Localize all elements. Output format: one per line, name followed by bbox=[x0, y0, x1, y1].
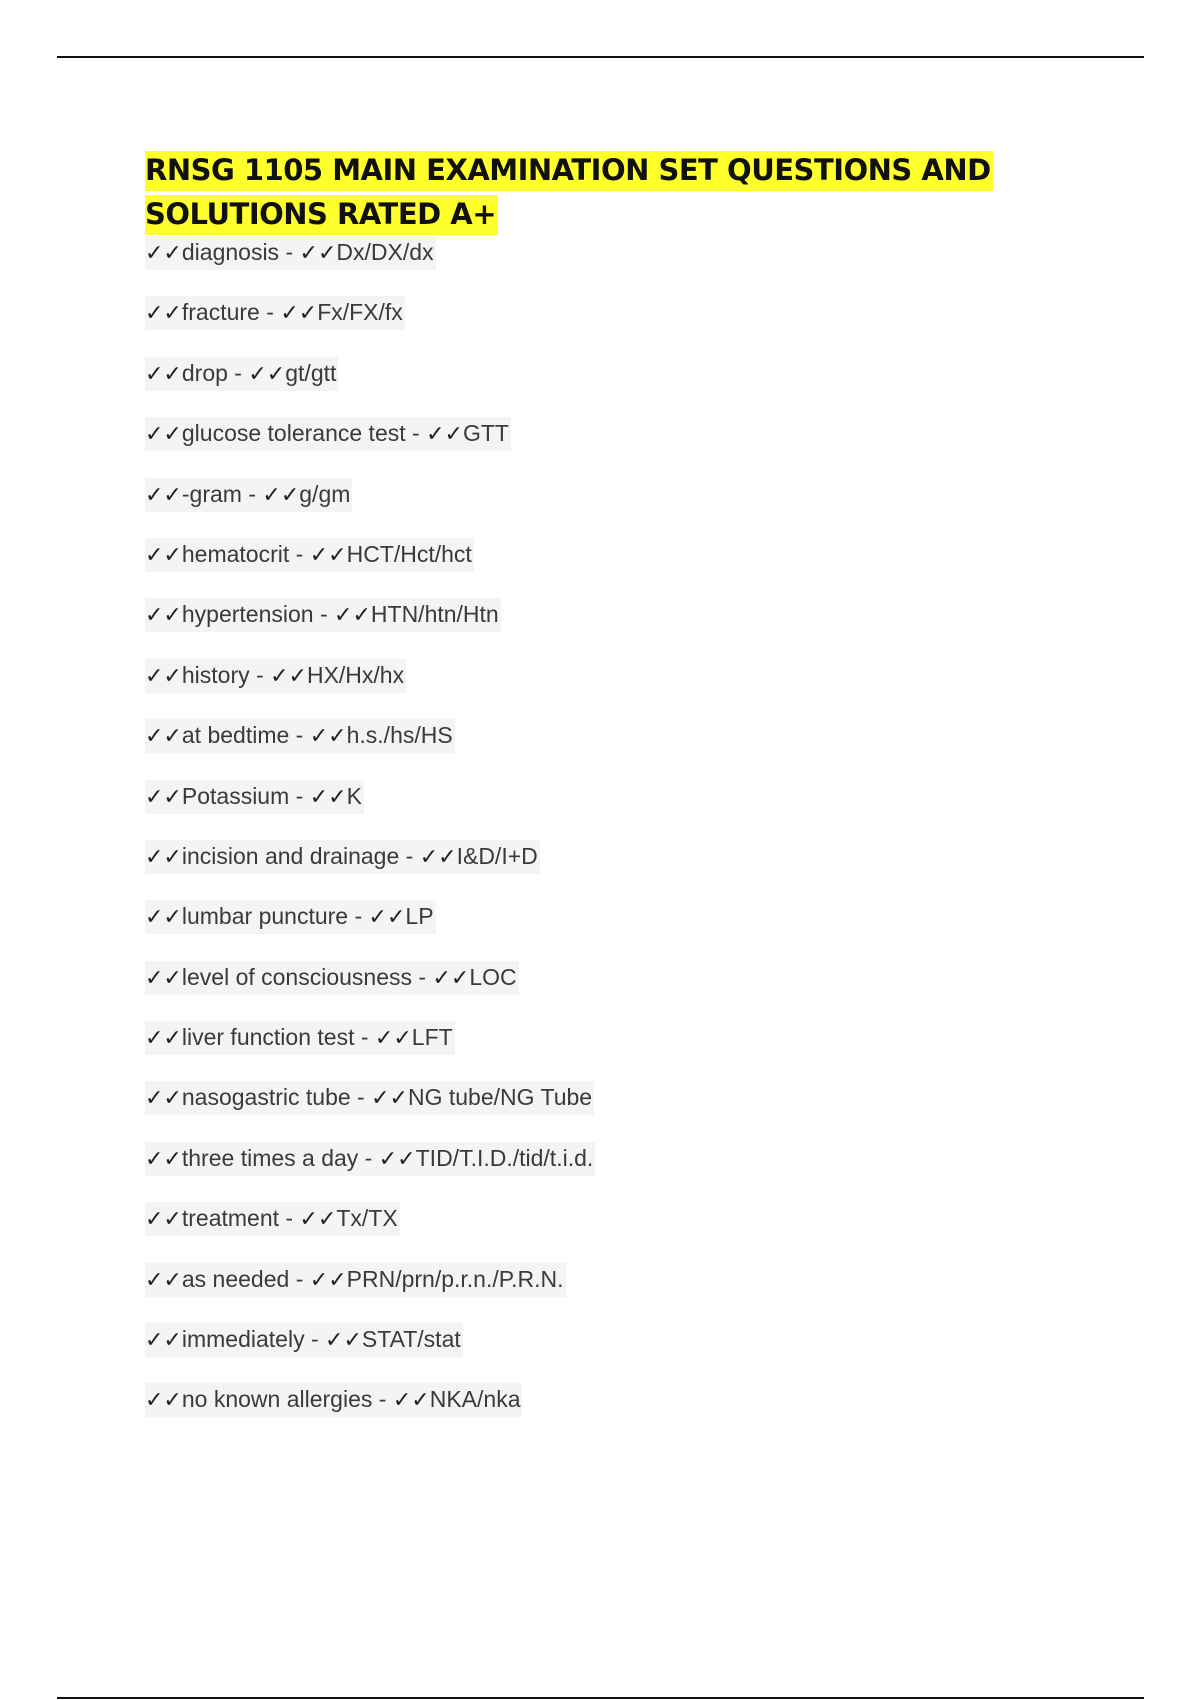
check-mark-icon: ✓✓ bbox=[145, 482, 182, 508]
check-mark-icon: ✓✓ bbox=[270, 663, 307, 689]
item-line bbox=[145, 1263, 566, 1297]
check-mark-icon: ✓✓ bbox=[145, 724, 182, 750]
check-mark-icon: ✓✓ bbox=[248, 361, 286, 387]
item-line bbox=[145, 780, 364, 814]
item-term: level of consciousness bbox=[181, 963, 412, 990]
document-title bbox=[145, 148, 1105, 236]
item-separator: - bbox=[227, 359, 249, 386]
item-line bbox=[145, 961, 519, 995]
item-abbreviation: gt/gtt bbox=[285, 359, 337, 386]
check-mark-icon: ✓✓ bbox=[309, 542, 347, 568]
list-item bbox=[145, 1323, 1105, 1383]
check-mark-icon: ✓✓ bbox=[145, 965, 182, 991]
item-separator: - bbox=[289, 782, 310, 809]
list-item bbox=[145, 1383, 1105, 1443]
item-abbreviation: g/gm bbox=[299, 480, 351, 507]
item-abbreviation: I&D/I+D bbox=[456, 842, 538, 869]
item-line bbox=[145, 1202, 400, 1236]
check-mark-icon: ✓✓ bbox=[145, 1207, 182, 1233]
item-line bbox=[145, 357, 338, 391]
check-mark-icon: ✓✓ bbox=[426, 422, 463, 448]
item-abbreviation: Tx/TX bbox=[336, 1205, 398, 1232]
item-abbreviation: K bbox=[346, 782, 362, 809]
check-mark-icon: ✓✓ bbox=[309, 784, 347, 810]
check-mark-icon: ✓✓ bbox=[368, 905, 406, 931]
item-separator: - bbox=[412, 963, 433, 990]
list-item bbox=[145, 598, 1105, 658]
check-mark-icon: ✓✓ bbox=[371, 1086, 408, 1112]
check-mark-icon: ✓✓ bbox=[145, 905, 182, 931]
check-mark-icon: ✓✓ bbox=[325, 1328, 362, 1354]
list-item bbox=[145, 538, 1105, 598]
item-line bbox=[145, 1142, 595, 1176]
item-term: diagnosis bbox=[181, 239, 280, 265]
item-term: as needed bbox=[181, 1265, 290, 1292]
item-separator: - bbox=[350, 1084, 372, 1111]
item-abbreviation: PRN/prn/p.r.n./P.R.N. bbox=[346, 1265, 564, 1292]
item-line bbox=[145, 236, 436, 270]
check-mark-icon: ✓✓ bbox=[145, 1267, 182, 1293]
check-mark-icon: ✓✓ bbox=[145, 361, 182, 387]
item-abbreviation: Dx/DX/dx bbox=[336, 239, 434, 265]
check-mark-icon: ✓✓ bbox=[334, 603, 371, 629]
item-separator: - bbox=[259, 299, 281, 326]
item-separator: - bbox=[372, 1386, 393, 1413]
item-abbreviation: TID/T.I.D./tid/t.i.d. bbox=[415, 1144, 594, 1171]
item-separator: - bbox=[279, 239, 300, 265]
check-mark-icon: ✓✓ bbox=[145, 422, 182, 448]
document-body bbox=[145, 148, 1105, 1444]
check-mark-icon: ✓✓ bbox=[145, 301, 182, 327]
item-term: -gram bbox=[181, 480, 242, 507]
check-mark-icon: ✓✓ bbox=[145, 241, 182, 266]
item-separator: - bbox=[241, 480, 263, 507]
flashcard-list bbox=[145, 236, 1105, 1444]
item-abbreviation: LP bbox=[405, 903, 434, 930]
item-abbreviation: HCT/Hct/hct bbox=[346, 540, 472, 567]
item-line bbox=[145, 719, 455, 753]
check-mark-icon: ✓✓ bbox=[145, 784, 182, 810]
check-mark-icon: ✓✓ bbox=[145, 844, 182, 870]
check-mark-icon: ✓✓ bbox=[392, 1388, 430, 1414]
item-abbreviation: h.s./hs/HS bbox=[346, 722, 453, 749]
item-abbreviation: LFT bbox=[411, 1024, 453, 1051]
item-separator: - bbox=[354, 1024, 375, 1051]
item-separator: - bbox=[304, 1326, 326, 1353]
check-mark-icon: ✓✓ bbox=[419, 844, 457, 870]
item-line bbox=[145, 478, 352, 512]
item-term: glucose tolerance test bbox=[181, 420, 406, 447]
list-item bbox=[145, 1263, 1105, 1323]
check-mark-icon: ✓✓ bbox=[145, 1026, 182, 1052]
item-term: fracture bbox=[181, 299, 260, 326]
list-item bbox=[145, 236, 1105, 296]
item-line bbox=[145, 417, 511, 451]
list-item bbox=[145, 1081, 1105, 1141]
item-separator: - bbox=[358, 1144, 379, 1171]
check-mark-icon: ✓✓ bbox=[145, 663, 182, 689]
item-line bbox=[145, 1383, 522, 1417]
list-item bbox=[145, 900, 1105, 960]
check-mark-icon: ✓✓ bbox=[432, 965, 470, 991]
item-separator: - bbox=[279, 1205, 300, 1232]
item-separator: - bbox=[348, 903, 369, 930]
item-line bbox=[145, 296, 405, 330]
list-item bbox=[145, 840, 1105, 900]
list-item bbox=[145, 659, 1105, 719]
check-mark-icon: ✓✓ bbox=[145, 603, 182, 629]
check-mark-icon: ✓✓ bbox=[299, 1207, 337, 1233]
item-term: Potassium bbox=[181, 782, 290, 809]
check-mark-icon: ✓✓ bbox=[145, 1086, 182, 1112]
item-abbreviation: Fx/FX/fx bbox=[317, 299, 403, 326]
list-item bbox=[145, 780, 1105, 840]
check-mark-icon: ✓✓ bbox=[309, 1267, 347, 1293]
check-mark-icon: ✓✓ bbox=[299, 241, 337, 266]
item-separator: - bbox=[289, 722, 310, 749]
list-item bbox=[145, 296, 1105, 356]
item-term: immediately bbox=[181, 1326, 305, 1353]
list-item bbox=[145, 1021, 1105, 1081]
list-item bbox=[145, 478, 1105, 538]
item-term: liver function test bbox=[181, 1024, 355, 1051]
item-term: hematocrit bbox=[181, 540, 290, 567]
list-item bbox=[145, 357, 1105, 417]
footer-rule bbox=[57, 1697, 1144, 1699]
list-item bbox=[145, 961, 1105, 1021]
item-separator: - bbox=[313, 601, 335, 628]
check-mark-icon: ✓✓ bbox=[374, 1026, 412, 1052]
item-line bbox=[145, 659, 406, 693]
item-separator: - bbox=[289, 1265, 310, 1292]
list-item bbox=[145, 719, 1105, 779]
check-mark-icon: ✓✓ bbox=[309, 724, 347, 750]
item-term: incision and drainage bbox=[181, 842, 400, 869]
check-mark-icon: ✓✓ bbox=[145, 1146, 182, 1172]
item-abbreviation: NKA/nka bbox=[429, 1386, 521, 1413]
item-abbreviation: LOC bbox=[469, 963, 517, 990]
item-term: drop bbox=[181, 359, 228, 386]
check-mark-icon: ✓✓ bbox=[280, 301, 318, 327]
check-mark-icon: ✓✓ bbox=[378, 1146, 416, 1172]
check-mark-icon: ✓✓ bbox=[145, 1328, 182, 1354]
list-item bbox=[145, 417, 1105, 477]
item-abbreviation: GTT bbox=[462, 420, 509, 447]
check-mark-icon: ✓✓ bbox=[262, 482, 300, 508]
list-item bbox=[145, 1142, 1105, 1202]
list-item bbox=[145, 1202, 1105, 1262]
item-term: no known allergies bbox=[181, 1386, 373, 1413]
item-line bbox=[145, 1081, 594, 1115]
item-line bbox=[145, 840, 540, 874]
title-highlight: RNSG 1105 MAIN EXAMINATION SET QUESTIONS AND SOLUTIONS RATED A+ bbox=[145, 151, 993, 235]
header-rule bbox=[57, 56, 1144, 58]
item-term: treatment bbox=[181, 1205, 280, 1232]
item-term: nasogastric tube bbox=[181, 1084, 351, 1111]
item-line bbox=[145, 538, 474, 572]
item-separator: - bbox=[289, 540, 310, 567]
item-abbreviation: STAT/stat bbox=[361, 1326, 461, 1353]
item-line bbox=[145, 900, 436, 934]
item-term: history bbox=[181, 661, 250, 688]
item-separator: - bbox=[249, 661, 271, 688]
item-term: at bedtime bbox=[181, 722, 290, 749]
item-term: hypertension bbox=[181, 601, 314, 628]
item-line bbox=[145, 1323, 463, 1357]
item-separator: - bbox=[399, 842, 420, 869]
item-term: three times a day bbox=[181, 1144, 359, 1171]
item-separator: - bbox=[405, 420, 427, 447]
item-term: lumbar puncture bbox=[181, 903, 349, 930]
check-mark-icon: ✓✓ bbox=[145, 542, 182, 568]
item-abbreviation: HTN/htn/Htn bbox=[370, 601, 499, 628]
item-line bbox=[145, 1021, 455, 1055]
item-line bbox=[145, 598, 501, 632]
check-mark-icon: ✓✓ bbox=[145, 1388, 182, 1414]
item-abbreviation: HX/Hx/hx bbox=[306, 661, 405, 688]
item-abbreviation: NG tube/NG Tube bbox=[407, 1084, 593, 1111]
